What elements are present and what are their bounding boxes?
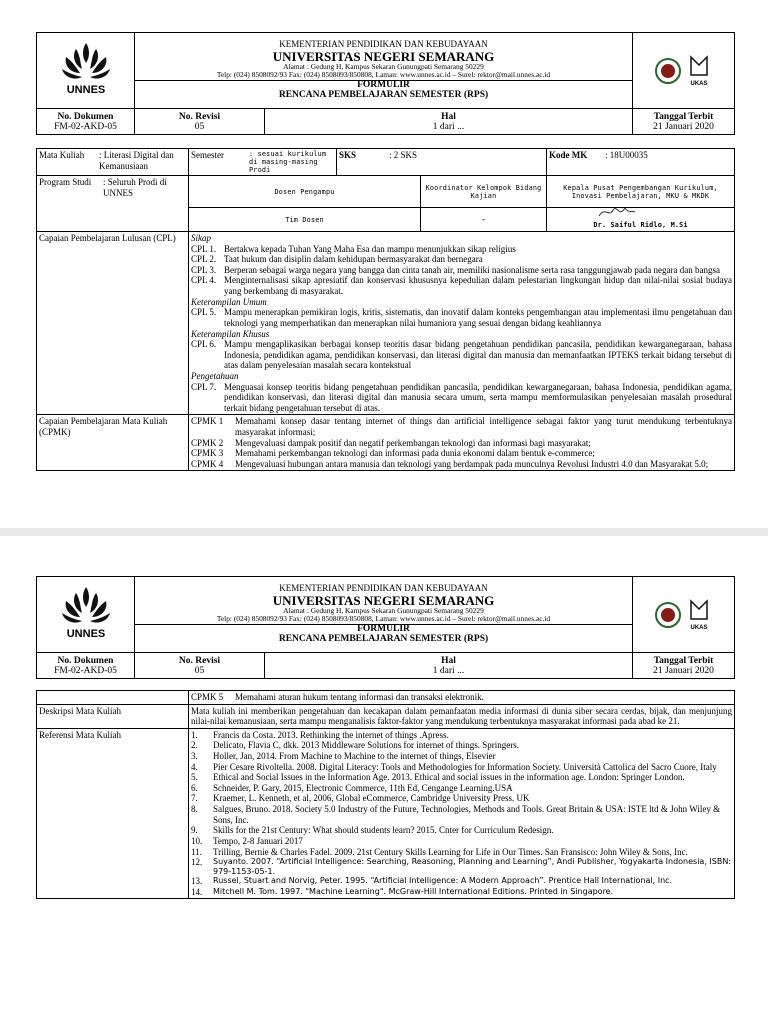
reference-text: Pier Cesare Rivoltella. 2008. Digital Literacy: Tools and Methodologies for Information Society. Università Cattolica del Sacro Cuore, Italy <box>213 761 717 772</box>
institution-block: KEMENTERIAN PENDIDIKAN DAN KEBUDAYAAN UNIVERSITAS NEGERI SEMARANG Alamat : Gedung H, Kampus Sekaran Gunungpati Semarang 50229 Telp: (024) 8508092/93 Fax: (024) 8508093/850808, Laman: www.unnes.ac.id – Surel: rektor@mail.unnes.ac.id FORMULIR RENCANA PEMBELAJARAN SEMESTER (RPS) <box>135 577 633 653</box>
cpmk-item <box>191 416 732 437</box>
document-header <box>36 32 735 135</box>
reference-text: Kraemer, L. Kenneth, et al, 2006, Global eCommerce, Cambridge University Press. UK <box>213 793 530 804</box>
cpl-section-heading: Keterampilan Khusus <box>191 328 270 339</box>
university-name: UNIVERSITAS NEGERI SEMARANG <box>272 48 495 64</box>
form-label: FORMULIR <box>135 80 632 91</box>
cpl-item-text: Berperan sebagai warga negara yang bangga dan cinta tanah air, memiliki nasionalisme serta rasa tanggungjawab pada negara dan bangsa <box>224 264 721 275</box>
reference-number: 5. <box>191 772 198 783</box>
semester-cell: Semester : sesuai kurikulum di masing-masing Prodi <box>189 149 337 176</box>
reference-text: Salgues, Bruno. 2018. Society 5.0 Industry of the Future, Technologies, Methods and Tools. Great Britain & USA: ISTE ltd & John Wiley & Sons, Inc. <box>213 804 721 825</box>
course-name-cell: Mata Kuliah : Literasi Digital dan Kemanusiaan <box>37 149 189 176</box>
reference-text: Schneider, P. Gary, 2015, Electronic Commerce, 11th Ed, Cengange Learning.USA <box>213 782 513 793</box>
certification-logos <box>633 577 735 653</box>
unnes-logo <box>37 577 135 653</box>
reference-text: Ethical and Social Issues in the Information Age. 2013. Ethical and social issues in the information age. London: Springer London. <box>213 772 685 783</box>
reference-number: 8. <box>191 804 198 815</box>
page-2 <box>0 536 768 1024</box>
cpmk-label: Capaian Pembelajaran Mata Kuliah (CPMK) <box>37 415 189 471</box>
page-cell: Hal 1 dari ... <box>265 653 633 679</box>
study-program-cell: Program Studi : Seluruh Prodi di UNNES <box>37 176 189 232</box>
reference-number: 14. <box>191 886 203 897</box>
cpl-item-text: Bertakwa kepada Tuhan Yang Maha Esa dan mampu menunjukkan sikap religius <box>224 243 516 254</box>
rps-table <box>36 148 735 471</box>
reference-item <box>191 836 732 847</box>
reference-number: 7. <box>191 793 198 804</box>
contact-line: Telp: (024) 8508092/93 Fax: (024) 8508093/850808, Laman: www.unnes.ac.id – Surel: rektor@mail.unnes.ac.id <box>216 70 551 80</box>
coordinator-value: - <box>421 208 547 232</box>
cpl-item-code: CPL 6. <box>191 339 217 350</box>
unnes-logo <box>37 33 135 109</box>
head-label: Kepala Pusat Pengembangan Kurikulum, Inovasi Pembelajaran, MKU & MKDK <box>547 176 735 208</box>
reference-number: 13. <box>191 876 203 887</box>
form-title: RENCANA PEMBELAJARAN SEMESTER (RPS) <box>278 89 489 100</box>
cpl-item <box>191 339 732 371</box>
reference-number: 6. <box>191 782 198 793</box>
ministry-name: KEMENTERIAN PENDIDIKAN DAN KEBUDAYAAN <box>279 39 488 50</box>
cpl-item <box>191 307 732 328</box>
reference-number: 10. <box>191 835 203 846</box>
cpl-item-text: Menguasai konsep teoritis bidang pengetahuan pendidikan pancasila, pendidikan kewarganegaraan, bahasa Indonesia, pendidikan agama, pendidikan konservasi, dan literasi digital dan manusia secara umum, serta mampu memformulasikan penyelesaian masalah prosedural terkait bidang pengetahuan tersebut di atas. <box>224 381 733 413</box>
cpl-item-code: CPL 7. <box>191 381 217 392</box>
reference-text: Delicato, Flavia C, dkk. 2013 Middleware Solutions for internet of things. Springers. <box>213 740 519 751</box>
cpl-label: Capaian Pembelajaran Lulusan (CPL) <box>37 232 189 415</box>
reference-number: 1. <box>191 729 198 740</box>
reference-number: 11. <box>191 846 202 857</box>
reference-item <box>191 740 732 751</box>
cpl-item <box>191 244 732 255</box>
cpmk-item-code: CPMK 1 <box>191 416 224 427</box>
date-cell: Tanggal Terbit 21 Januari 2020 <box>633 109 735 135</box>
cpl-section-heading: Keterampilan Umum <box>191 296 267 307</box>
certification-logos <box>633 33 735 109</box>
lecturer-team: Tim Dosen <box>189 208 421 232</box>
date-cell: Tanggal Terbit 21 Januari 2020 <box>633 653 735 679</box>
reference-number: 12. <box>191 857 203 868</box>
cpmk-item <box>191 459 732 470</box>
description-label: Deskripsi Mata Kuliah <box>37 704 189 728</box>
cpl-item-code: CPL 4. <box>191 275 217 286</box>
ukas-crown-icon <box>685 597 713 633</box>
reference-text: Tempo, 2-8 Januari 2017 <box>213 835 303 846</box>
reference-item <box>191 751 732 762</box>
reference-item <box>191 876 732 887</box>
cpmk-item-text: Memahami konsep dasar tentang internet of things dan artificial intelligence sebagai faktor yang turut mendukung terbentuknya masyarakat informasi; <box>235 416 733 438</box>
unnes-emblem-icon <box>56 583 116 641</box>
document-header-2 <box>36 576 735 679</box>
cpl-item-code: CPL 1. <box>191 243 217 254</box>
cpl-item-code: CPL 5. <box>191 307 217 318</box>
course-code-cell: Kode MK : 18U00035 <box>547 149 735 176</box>
references-label: Referensi Mata Kuliah <box>37 728 189 898</box>
cpl-item-text: Menginternalisasi sikap apresiatif dan konservasi khususnya kepedulian dalam pelestarian lingkungan hidup dan nilai-nilai sosial budaya yang berkembang di masyarakat. <box>224 275 733 297</box>
signature-icon <box>597 204 637 220</box>
reference-item <box>191 772 732 783</box>
reference-item <box>191 825 732 836</box>
cpmk-item-code: CPMK 2 <box>191 437 224 448</box>
cpl-item-text: Mampu menerapkan pemikiran logis, kritis, sistematis, dan inovatif dalam konteks pengembangan atau implementasi ilmu pengetahuan dan teknologi yang memperhatikan dan menerapkan nilai humaniora yang sesuai dengan bidang keahliannya <box>224 307 733 328</box>
reference-text: Skills for the 21st Century: What should students learn? 2015. Cnter for Curriculum Redesign. <box>213 825 554 836</box>
cpmk-item <box>191 438 732 449</box>
head-signature: Dr. Saiful Ridlo, M.Si <box>547 208 735 232</box>
cpl-item <box>191 382 732 414</box>
reference-item <box>191 847 732 858</box>
svg-text:UNNES: UNNES <box>66 84 105 96</box>
references-list <box>189 728 735 898</box>
reference-item <box>191 793 732 804</box>
reference-number: 3. <box>191 751 198 762</box>
reference-item <box>191 783 732 794</box>
svg-text:UKAS: UKAS <box>690 624 708 631</box>
cpl-item-code: CPL 3. <box>191 264 217 275</box>
iso-seal-icon <box>654 57 682 85</box>
cpmk-item-code: CPMK 4 <box>191 458 224 469</box>
reference-text: Russel, Stuart and Norvig, Peter. 1995. “Artificial Intelligence: A Modern Approach”. Prentice Hall International, Inc. <box>213 876 673 886</box>
unnes-emblem-icon <box>56 39 116 97</box>
institution-block <box>135 33 633 109</box>
doc-number-cell: No. Dokumen FM-02-AKD-05 <box>37 653 135 679</box>
cpmk-content <box>189 415 735 471</box>
cpl-item-text: Mampu mengaplikasikan berbagai konsep teoritis dasar bidang pengetahuan pendidikan pancasila, pendidikan kewarganegaraan, bahasa Indonesia, pendidikan agama, pendidikan konservasi, dan literasi digital dan manusia dan memanfaatkan IPTEKS terkait bidang tersebut di atas dalam penyelesaian masalah secara kontekstual <box>224 339 733 371</box>
reference-item <box>191 762 732 773</box>
cpl-section-heading: Pengetahuan <box>191 370 239 381</box>
cpmk-item-text: Mengevaluasi hubungan antara manusia dan teknologi yang berdampak pada munculnya Revolusi Industri 4.0 dan Masyarakat 5.0; <box>235 458 709 469</box>
ukas-crown-icon <box>685 53 713 89</box>
doc-number-cell: No. Dokumen FM-02-AKD-05 <box>37 109 135 135</box>
cpmk-item-text: Memahami perkembangan teknologi dan informasi pada dunia ekonomi dalam bentuk e-commerce; <box>235 448 595 459</box>
iso-seal-icon <box>654 601 682 629</box>
sks-cell: SKS : 2 SKS <box>337 149 547 176</box>
reference-number: 9. <box>191 825 198 836</box>
cpl-item <box>191 275 732 296</box>
lecturer-label: Dosen Pengampu <box>189 176 421 208</box>
reference-item <box>191 804 732 825</box>
rps-table-2 <box>36 690 735 899</box>
reference-text: Francis da Costa. 2013. Rethinking the internet of things .Apress. <box>213 729 449 740</box>
page-cell: Hal 1 dari ... <box>265 109 633 135</box>
reference-number: 2. <box>191 740 198 751</box>
cpl-item-code: CPL 2. <box>191 254 217 265</box>
coordinator-label: Koordinator Kelompok Bidang Kajian <box>421 176 547 208</box>
reference-number: 4. <box>191 761 198 772</box>
cpl-content <box>189 232 735 415</box>
cpmk-item <box>191 448 732 459</box>
address: Alamat : Gedung H, Kampus Sekaran Gunungpati Semarang 50229 <box>283 62 484 72</box>
reference-text: Suyanto. 2007. “Artificial Intelligence: Searching, Reasoning, Planning and Learning”, Andi Publisher, Yogyakarta Indonesia, ISBN: 979-1153-05-1. <box>213 857 732 876</box>
cpmk-continued: CPMK 5 Memahami aturan hukum tentang informasi dan transaksi elektronik. <box>189 691 735 705</box>
reference-item <box>191 730 732 741</box>
description-text: Mata kuliah ini memberikan pengetahuan dan kecakapan dalam pemanfaatan media informasi di dunia siber secara cerdas, bijak, dan menjunjung nilai-nilai kemanusiaan, serta mampu menganalisis faktor-faktor yang mendukung terbentuknya masyarakat informasi pada abad ke 21. <box>189 704 735 728</box>
cpl-item <box>191 254 732 265</box>
svg-text:UKAS: UKAS <box>690 80 708 87</box>
svg-text:UNNES: UNNES <box>66 628 105 640</box>
cpmk-item-text: Mengevaluasi dampak positif dan negatif perkembangan teknologi dan informasi bagi masyarakat; <box>235 437 591 448</box>
reference-text: Mitchell M. Tom. 1997. "Machine Learning". McGraw-Hill International Editions. Printed in Singapore. <box>213 886 614 896</box>
cpmk-item-code: CPMK 3 <box>191 448 224 459</box>
reference-item <box>191 887 732 898</box>
cpl-item-text: Taat hukum dan disiplin dalam kehidupan bermasyarakat dan bernegara <box>224 254 483 265</box>
cpmk-continued-label <box>37 691 189 705</box>
reference-text: Holler, Jan, 2014. From Machine to Machine to the internet of things, Elsevier <box>213 751 496 762</box>
revision-cell: No. Revisi 05 <box>135 109 265 135</box>
cpl-section-heading: Sikap <box>191 233 211 244</box>
cpl-item <box>191 265 732 276</box>
revision-cell: No. Revisi 05 <box>135 653 265 679</box>
reference-item <box>191 857 732 876</box>
reference-text: Trilling, Bernie & Charles Fadel. 2009. 21st Century Skills Learning for Life in Our Times. San Fransisco: John Wiley & Sons, Inc. <box>213 846 688 857</box>
